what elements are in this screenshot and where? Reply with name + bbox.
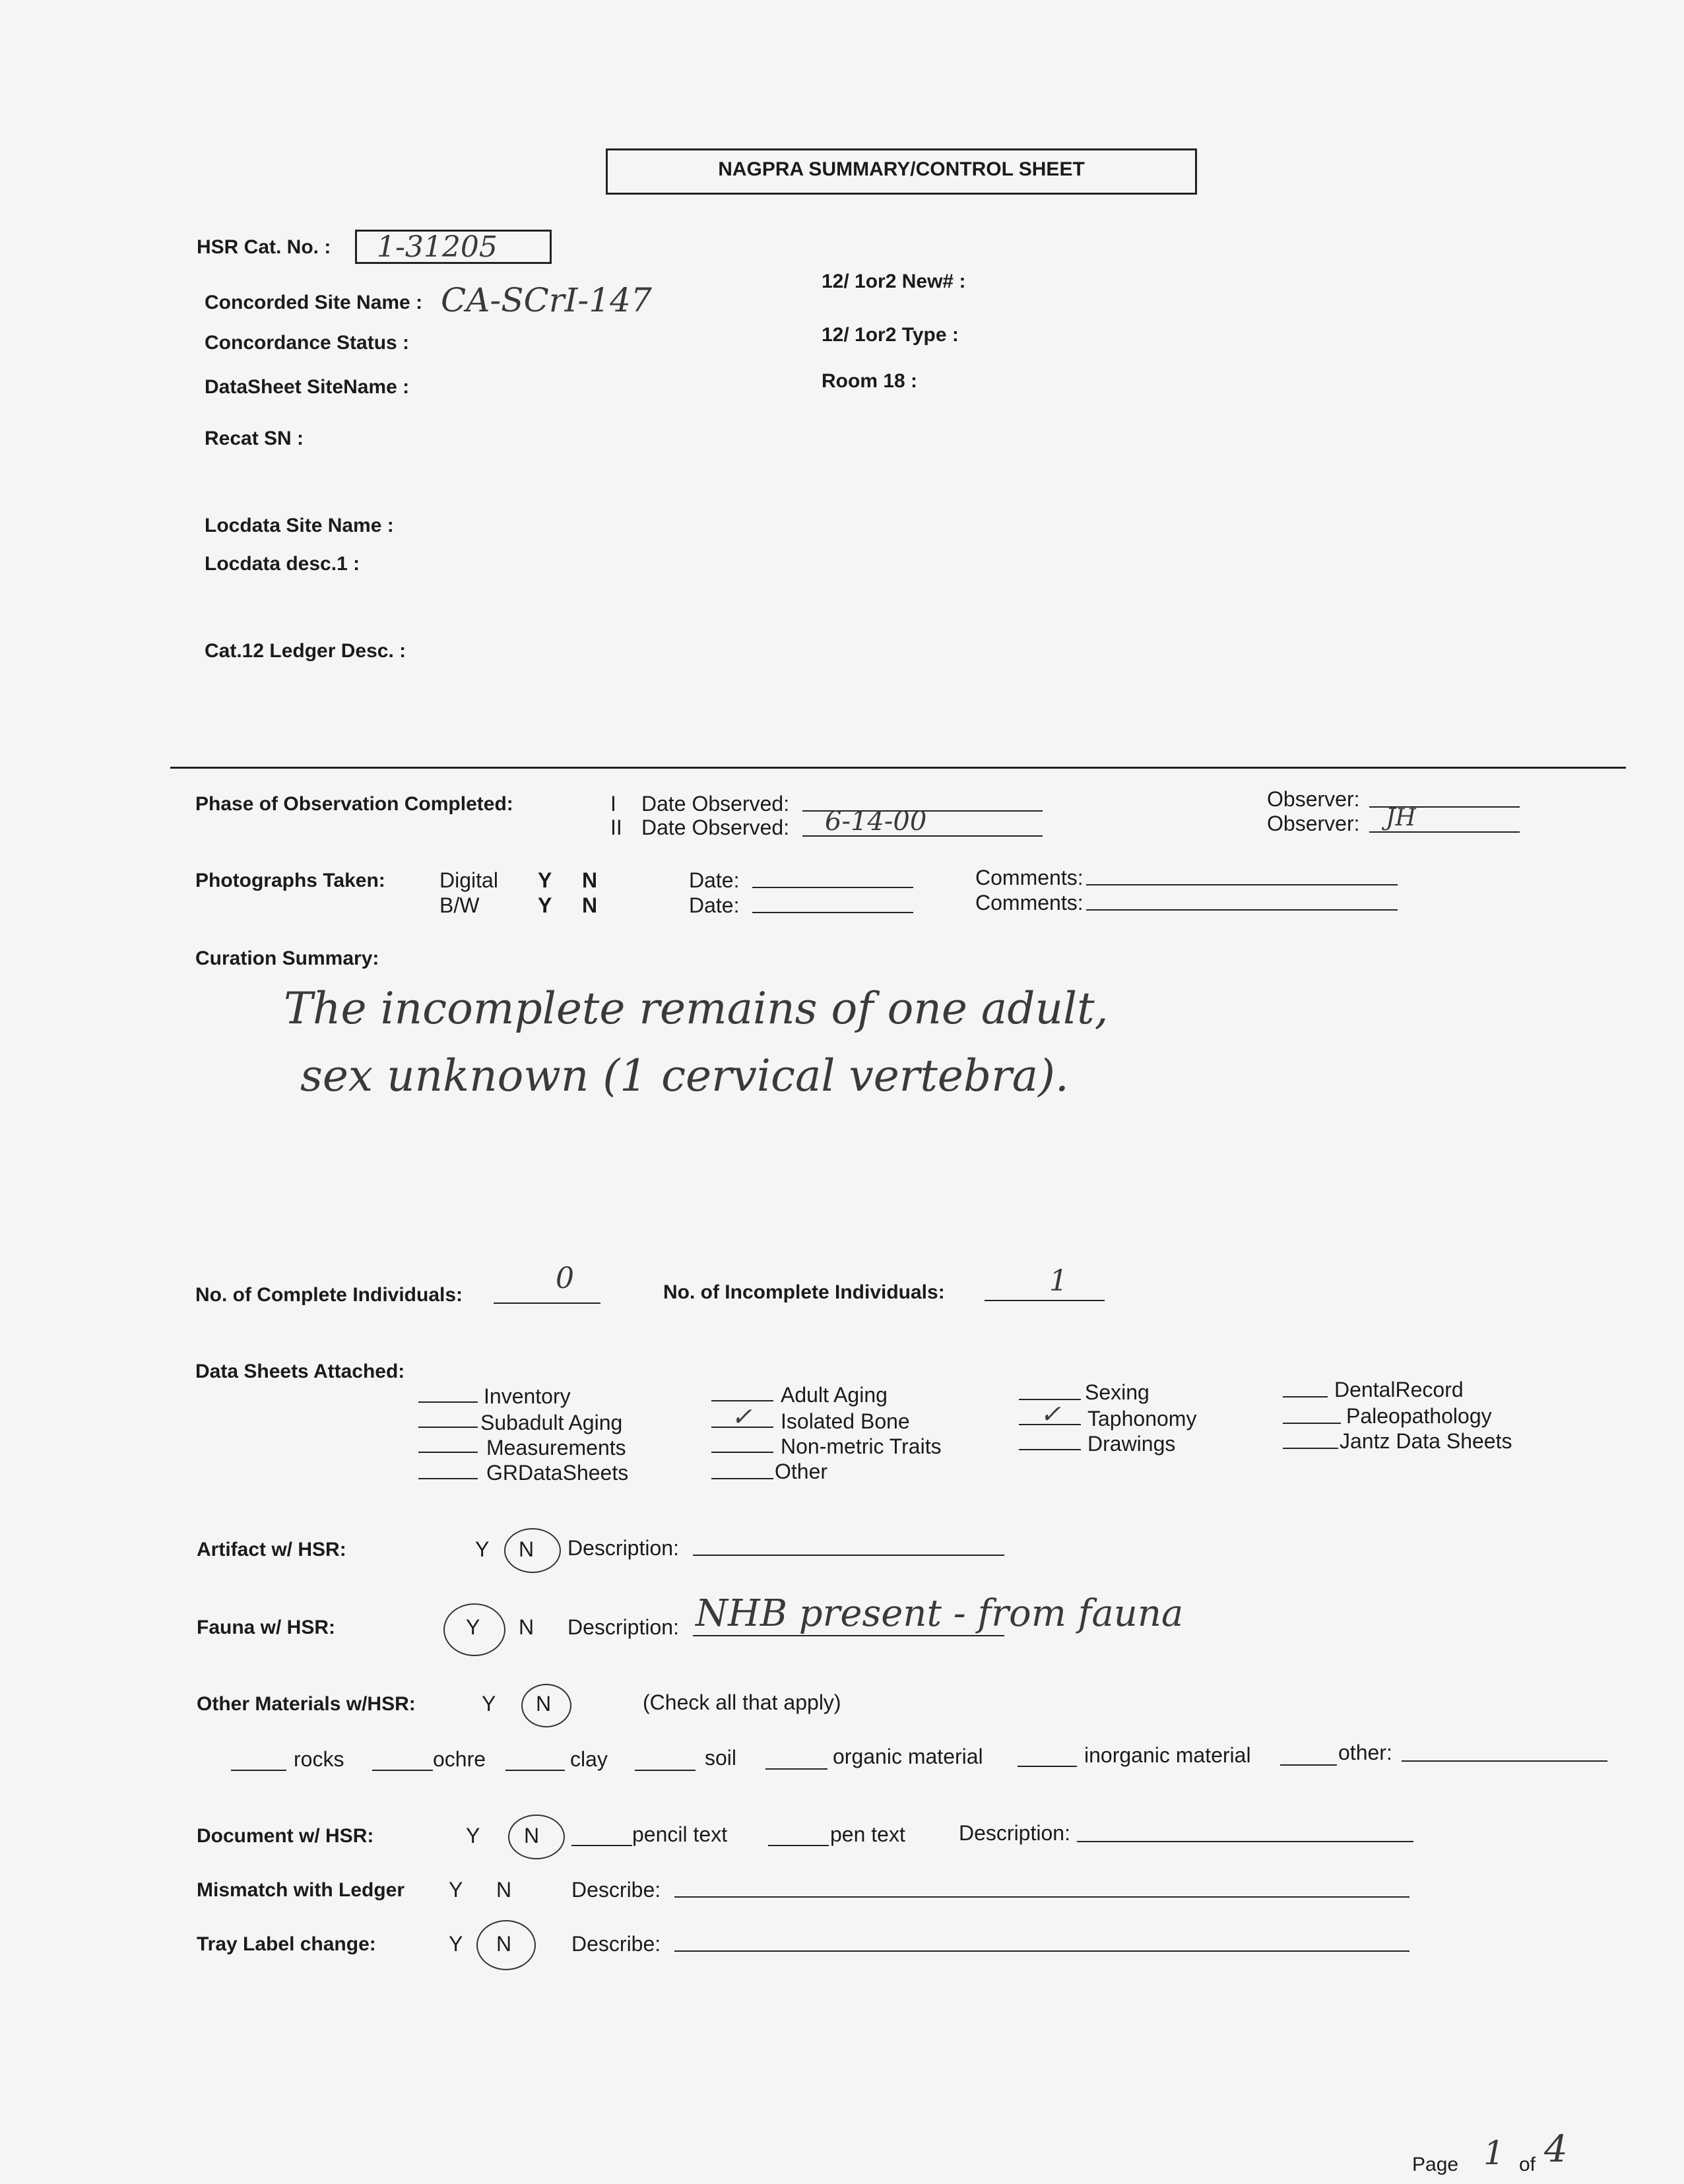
datasheet-drawings: Drawings (1087, 1432, 1176, 1456)
hsr-cat-value: 1-31205 (377, 230, 498, 264)
section-divider (170, 767, 1626, 769)
concorded-site-value: CA-SCrI-147 (441, 281, 652, 319)
hsr-cat-label: HSR Cat. No. : (197, 236, 331, 258)
tray-describe-label: Describe: (571, 1932, 661, 1956)
photo-date-2-line (752, 912, 913, 913)
datasheet-sexing: Sexing (1085, 1380, 1150, 1404)
phase-1-numeral: I (610, 792, 616, 816)
photo-date-2-label: Date: (689, 893, 740, 917)
document-label: Document w/ HSR: (197, 1825, 374, 1847)
material-blank (635, 1770, 696, 1771)
datasheet-blank (1283, 1423, 1341, 1424)
mismatch-y: Y (449, 1878, 463, 1902)
material-rocks: rocks (294, 1747, 344, 1771)
datasheet-subadult-aging: Subadult Aging (480, 1411, 623, 1434)
fauna-n: N (519, 1615, 534, 1639)
datasheet-blank (711, 1400, 773, 1401)
complete-individuals-line (494, 1302, 600, 1304)
page-number: 1 (1483, 2134, 1505, 2172)
document-pen-text: pen text (830, 1822, 905, 1846)
material-organic: organic material (833, 1745, 983, 1768)
datasheet-paleopathology: Paleopathology (1346, 1404, 1492, 1428)
concorded-site-label: Concorded Site Name : (205, 292, 423, 313)
photographs-label: Photographs Taken: (195, 870, 385, 891)
observer-2-label: Observer: (1267, 812, 1360, 835)
phase-label: Phase of Observation Completed: (195, 793, 513, 815)
concordance-status-label: Concordance Status : (205, 332, 410, 354)
date-observed-2-label: Date Observed: (641, 816, 790, 839)
datasheet-grdatasheets: GRDataSheets (486, 1461, 629, 1485)
datasheet-jantz: Jantz Data Sheets (1340, 1429, 1512, 1453)
tray-n: N (496, 1932, 512, 1956)
material-clay: clay (570, 1747, 608, 1771)
datasheet-blank (418, 1478, 478, 1479)
other-materials-n: N (536, 1692, 552, 1716)
date-observed-2-value: 6-14-00 (825, 806, 927, 837)
document-description-label: Description: (959, 1821, 1070, 1845)
data-sheets-label: Data Sheets Attached: (195, 1361, 405, 1382)
photo-comments-2-line (1086, 909, 1398, 911)
artifact-description-label: Description: (567, 1536, 679, 1560)
incomplete-individuals-value: 1 (1049, 1264, 1068, 1298)
photo-comments-1-label: Comments: (975, 866, 1084, 889)
observer-2-line (1369, 831, 1520, 833)
datasheet-other: Other (775, 1460, 828, 1483)
other-materials-label: Other Materials w/HSR: (197, 1693, 416, 1715)
incomplete-individuals-label: No. of Incomplete Individuals: (663, 1281, 945, 1303)
curation-summary-label: Curation Summary: (195, 947, 379, 969)
complete-individuals-value: 0 (556, 1262, 574, 1295)
type-label: 12/ 1or2 Type : (822, 324, 959, 346)
photo-date-1-label: Date: (689, 868, 740, 892)
photo-digital-n: N (582, 868, 598, 892)
locdata-site-label: Locdata Site Name : (205, 515, 394, 536)
datasheet-blank (1283, 1448, 1338, 1449)
taphonomy-check: ✓ (1040, 1399, 1061, 1429)
artifact-description-line (693, 1555, 1004, 1556)
datasheet-measurements: Measurements (486, 1436, 626, 1460)
artifact-label: Artifact w/ HSR: (197, 1539, 346, 1560)
incomplete-individuals-line (985, 1300, 1105, 1301)
photo-date-1-line (752, 887, 913, 888)
fauna-description-line (693, 1635, 1004, 1636)
fauna-y: Y (466, 1615, 480, 1639)
photo-comments-1-line (1086, 884, 1398, 885)
datasheet-non-metric-traits: Non-metric Traits (781, 1434, 942, 1458)
datasheet-sitename-label: DataSheet SiteName : (205, 376, 410, 398)
date-observed-1-label: Date Observed: (641, 792, 790, 816)
document-y: Y (466, 1824, 480, 1847)
datasheet-blank (418, 1427, 478, 1428)
of-label: of (1519, 2154, 1536, 2175)
isolated-bone-check: ✓ (731, 1402, 752, 1431)
datasheet-adult-aging: Adult Aging (781, 1383, 888, 1407)
locdata-desc-label: Locdata desc.1 : (205, 553, 360, 575)
datasheet-blank (711, 1452, 773, 1453)
other-materials-y: Y (482, 1692, 496, 1716)
artifact-n: N (519, 1537, 534, 1561)
datasheet-dentalrecord: DentalRecord (1334, 1378, 1464, 1401)
ledger-desc-label: Cat.12 Ledger Desc. : (205, 640, 406, 662)
datasheet-isolated-bone: Isolated Bone (781, 1409, 910, 1433)
material-blank (1018, 1766, 1077, 1767)
mismatch-describe-line (674, 1896, 1409, 1898)
datasheet-blank (1283, 1396, 1328, 1397)
material-other: other: (1338, 1741, 1392, 1764)
page-title: NAGPRA SUMMARY/CONTROL SHEET (718, 158, 1085, 180)
pen-text-blank (768, 1845, 829, 1846)
fauna-label: Fauna w/ HSR: (197, 1617, 336, 1638)
hsr-cat-box (355, 230, 552, 264)
observer-2-initials: JH (1386, 804, 1416, 831)
material-blank (231, 1770, 286, 1771)
photo-bw-label: B/W (439, 893, 480, 917)
document-n: N (524, 1824, 540, 1847)
complete-individuals-label: No. of Complete Individuals: (195, 1284, 463, 1306)
material-blank (505, 1770, 565, 1771)
material-blank (1280, 1764, 1337, 1766)
material-blank (765, 1768, 827, 1770)
mismatch-n: N (496, 1878, 512, 1902)
observer-1-label: Observer: (1267, 787, 1360, 811)
datasheet-blank (1019, 1449, 1081, 1450)
photo-bw-y: Y (538, 893, 552, 917)
material-blank (372, 1770, 433, 1771)
material-other-line (1402, 1760, 1607, 1762)
pencil-text-blank (571, 1845, 632, 1846)
curation-summary-line-2: sex unknown (1 cervical vertebra). (300, 1050, 1069, 1101)
photo-bw-n: N (582, 893, 598, 917)
title-box (606, 148, 1197, 195)
mismatch-label: Mismatch with Ledger (197, 1879, 405, 1901)
curation-summary-line-1: The incomplete remains of one adult, (284, 983, 1109, 1034)
artifact-y: Y (475, 1537, 490, 1561)
other-materials-note: (Check all that apply) (643, 1690, 841, 1714)
material-ochre: ochre (433, 1747, 486, 1771)
material-soil: soil (705, 1746, 737, 1770)
document-pencil-text: pencil text (632, 1822, 728, 1846)
phase-2-numeral: II (610, 816, 622, 839)
tray-describe-line (674, 1950, 1409, 1952)
fauna-description-value: NHB present - from fauna (696, 1592, 1184, 1635)
recat-sn-label: Recat SN : (205, 428, 304, 449)
photo-comments-2-label: Comments: (975, 891, 1084, 915)
tray-label: Tray Label change: (197, 1933, 376, 1955)
material-inorganic: inorganic material (1084, 1743, 1251, 1767)
datasheet-inventory: Inventory (484, 1384, 571, 1408)
document-description-line (1077, 1841, 1413, 1842)
photo-digital-y: Y (538, 868, 552, 892)
photo-digital-label: Digital (439, 868, 498, 892)
datasheet-taphonomy: Taphonomy (1087, 1407, 1197, 1430)
datasheet-blank (711, 1478, 773, 1479)
page-label: Page (1412, 2154, 1459, 2175)
mismatch-describe-label: Describe: (571, 1878, 661, 1902)
datasheet-blank (418, 1401, 478, 1403)
fauna-description-label: Description: (567, 1615, 679, 1639)
new-number-label: 12/ 1or2 New# : (822, 271, 966, 292)
page-total: 4 (1544, 2128, 1568, 2171)
room-label: Room 18 : (822, 370, 918, 392)
datasheet-blank (418, 1452, 478, 1453)
tray-y: Y (449, 1932, 463, 1956)
